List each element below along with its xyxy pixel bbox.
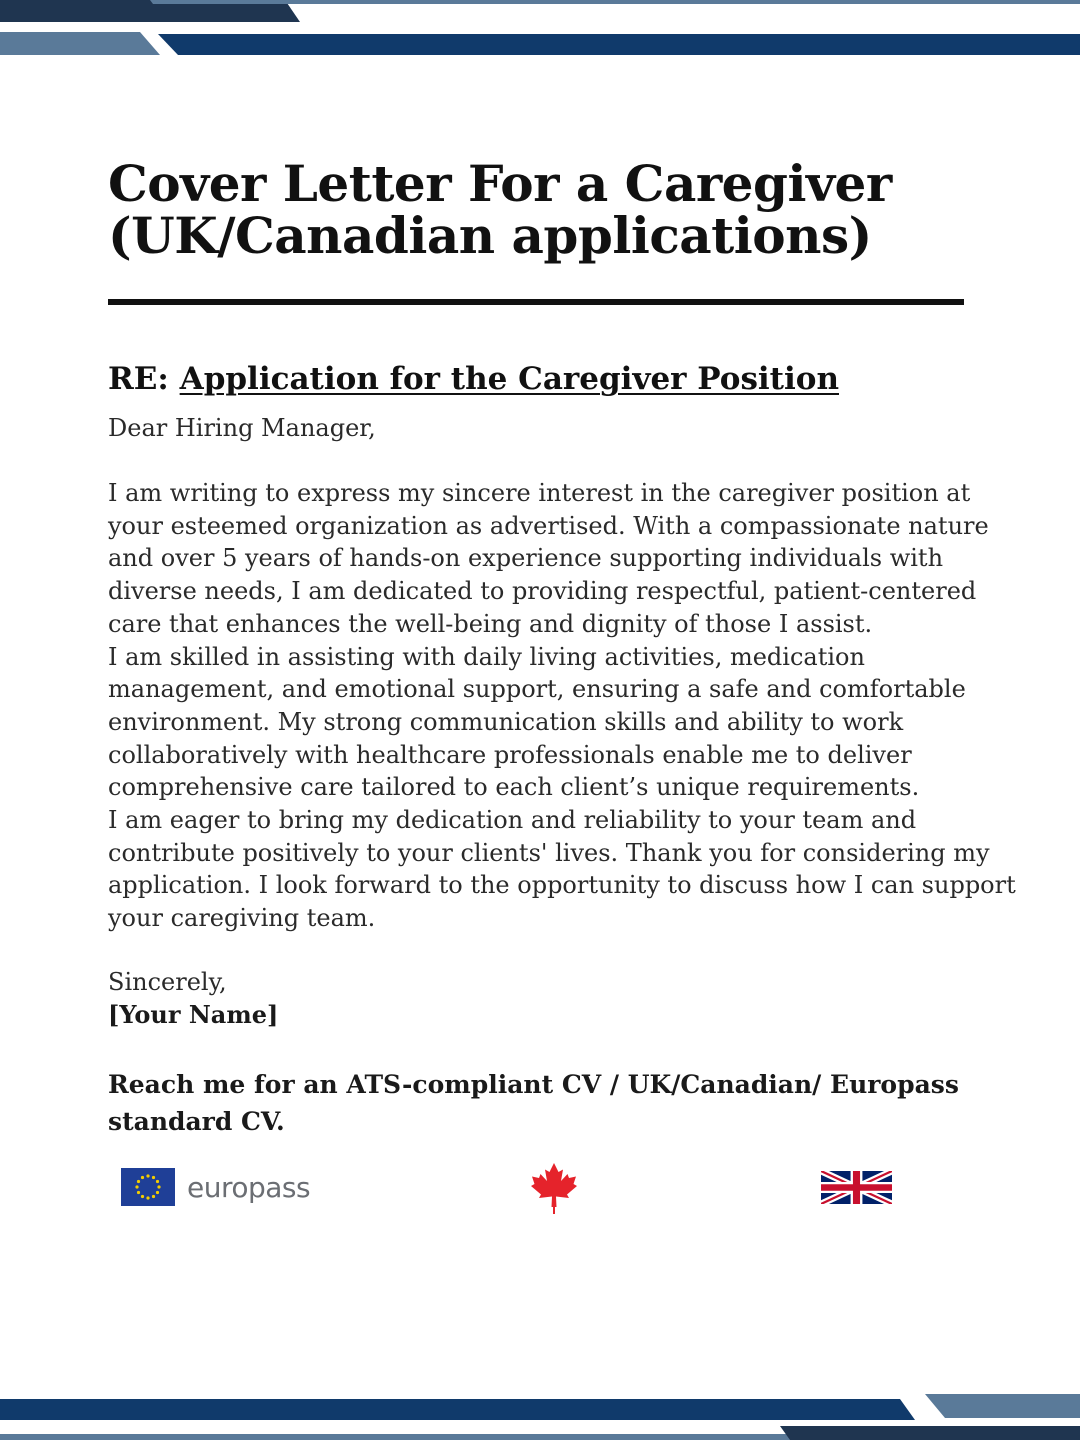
europass-label: europass: [187, 1170, 311, 1204]
top-decorative-band: [0, 0, 1080, 58]
maple-leaf-icon: [529, 1161, 579, 1215]
title-divider: [108, 299, 964, 305]
bottom-decorative-band: [0, 1394, 1080, 1440]
subject-prefix: RE:: [108, 361, 169, 397]
cta-line-2: standard CV.: [108, 1107, 285, 1136]
subject-line: [108, 358, 1008, 400]
body-paragraph-2: I am skilled in assisting with daily living activities, medication management, and emotional support, ensuring a safe and comfortable environment. My strong communication skills and ability to work collaboratively with healthcare professionals enable me to deliver comprehensive care tailored to each client’s unique requirements.: [108, 642, 966, 802]
page-title: [108, 154, 988, 265]
cta-line-1: Reach me for an ATS-compliant CV / UK/Canadian/ Europass: [108, 1070, 959, 1099]
title-line-1: Cover Letter For a Caregiver: [108, 154, 892, 213]
closing: Sincerely,: [108, 968, 227, 996]
body-paragraph-3: I am eager to bring my dedication and reliability to your team and contribute positively to your clients' lives. Thank you for considering my application. I look forward to the opportunity to discuss how I can support your caregiving team.: [108, 806, 1016, 933]
union-jack-icon: [821, 1171, 892, 1204]
call-to-action: [108, 1066, 1008, 1140]
body-paragraph-1: I am writing to express my sincere interest in the caregiver position at your esteemed organization as advertised. With a compassionate nature and over 5 years of hands-on experience supporting individuals with diverse needs, I am dedicated to providing respectful, patient-centered care that enhances the well-being and dignity of those I assist.: [108, 479, 989, 638]
subject-text: Application for the Caregiver Position: [179, 361, 839, 397]
letter-body: [108, 477, 1028, 935]
eu-flag-icon: [121, 1168, 175, 1206]
signature-name: [Your Name]: [108, 1000, 279, 1029]
title-line-2: (UK/Canadian applications): [108, 206, 872, 265]
europass-logo: [121, 1167, 310, 1207]
salutation: Dear Hiring Manager,: [108, 414, 376, 442]
